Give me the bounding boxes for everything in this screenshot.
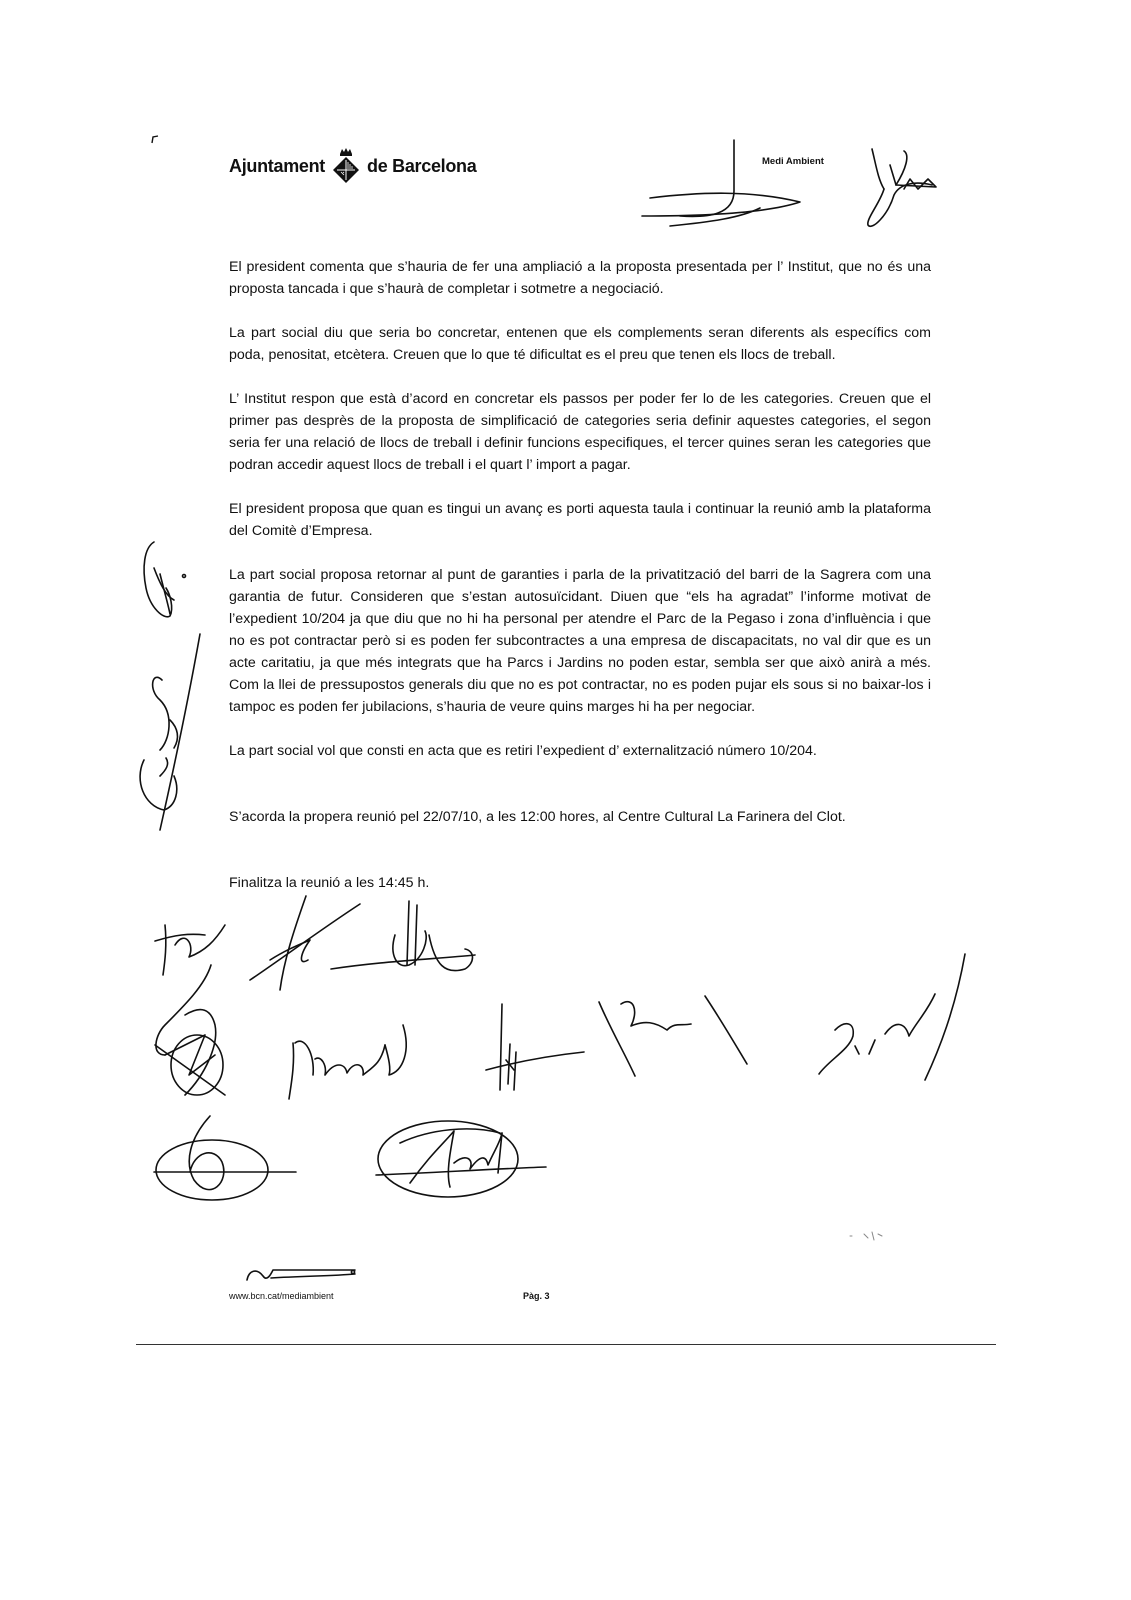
bottom-signature-8 <box>150 1112 300 1212</box>
department-name: Medi Ambient <box>762 156 824 167</box>
meeting-minutes-body <box>229 256 931 916</box>
footer-divider <box>136 1344 996 1345</box>
paragraph-part-social-acta: La part social vol que consti en acta que es retiri l’expedient d’ externalització número 10/204. <box>229 743 817 759</box>
margin-signature-2 <box>130 630 210 840</box>
paragraph-president-ampliacio: El president comenta que s’hauria de fer una ampliació a la proposta presentada per l’ Institut, que no és una proposta tancada i que s’haurà de completar i sotmetre a negociació. <box>229 259 931 297</box>
page-number: Pàg. 3 <box>523 1291 550 1301</box>
paragraph-president-proposa: El president proposa que quan es tingui un avanç es porti aquesta taula i continuar la reunió amb la plataforma del Comitè d’Empresa. <box>229 501 931 539</box>
scan-mark-right <box>846 1228 886 1244</box>
org-logo <box>229 146 476 186</box>
bottom-signature-7 <box>815 950 975 1090</box>
org-name-left: Ajuntament <box>229 155 326 176</box>
footer-initials <box>243 1262 363 1286</box>
bottom-signature-9 <box>370 1103 550 1213</box>
bottom-signature-3 <box>325 895 485 995</box>
bottom-signature-6 <box>595 990 755 1090</box>
paragraph-part-social-garanties: La part social proposa retornar al punt de garanties i parla de la privatització del barri de la Sagrera com una garantia de futur. Consideren que s’estan autosuïcidant. Diuen que “els ha agradat” l’informe motivat de l’expedient 10/204 ja que diu que no hi ha personal per atendre el Parc de la Pegaso i zona d’influència i que no es pot contractar però si es poden fer subcontractes a una empresa de discapacitats, no val dir que es un acte caritatiu, ja que més integrats que ha Parcs i Jardins no poden estar, sembla ser que això anirà a més. Com la llei de pressupostos generals diu que no es pot contractar, no es poden pujar els sous si no baixar-los i tampoc es poden fer jubilacions, s’hauria de veure quins marges hi ha per negociar. <box>229 567 931 715</box>
bottom-signature-4 <box>285 1005 425 1105</box>
paragraph-propera-reunio: S’acorda la propera reunió pel 22/07/10, a les 12:00 hores, al Centre Cultural La Farinera del Clot. <box>229 809 846 825</box>
barcelona-emblem-icon <box>329 146 363 186</box>
scan-mark <box>150 134 160 144</box>
bottom-signature-5 <box>480 1000 590 1100</box>
paragraph-finalitza: Finalitza la reunió a les 14:45 h. <box>229 875 430 891</box>
margin-signature-1 <box>140 538 200 628</box>
footer-url: www.bcn.cat/mediambient <box>229 1291 334 1301</box>
paragraph-institut-respon: L’ Institut respon que està d’acord en concretar els passos per poder fer lo de les categories. Creuen que el primer pas desprès de la proposta de simplificació de categories seria definir aquestes categories, el segon seria fer una relació de llocs de treball i definir funcions especifiques, el tercer quines seran les categories que podran accedir aquest llocs de treball i el quart l’ import a pagar. <box>229 391 931 473</box>
header-signature-1 <box>640 136 820 236</box>
paragraph-part-social-concretar: La part social diu que seria bo concretar, entenen que els complements seran diferents als específics com poda, penositat, etcètera. Creuen que lo que té dificultat es el preu que tenen els llocs de treball. <box>229 325 931 363</box>
header-signature-2 <box>866 145 946 235</box>
org-name-right: de Barcelona <box>367 155 477 176</box>
bottom-signature-1 <box>145 905 245 1115</box>
